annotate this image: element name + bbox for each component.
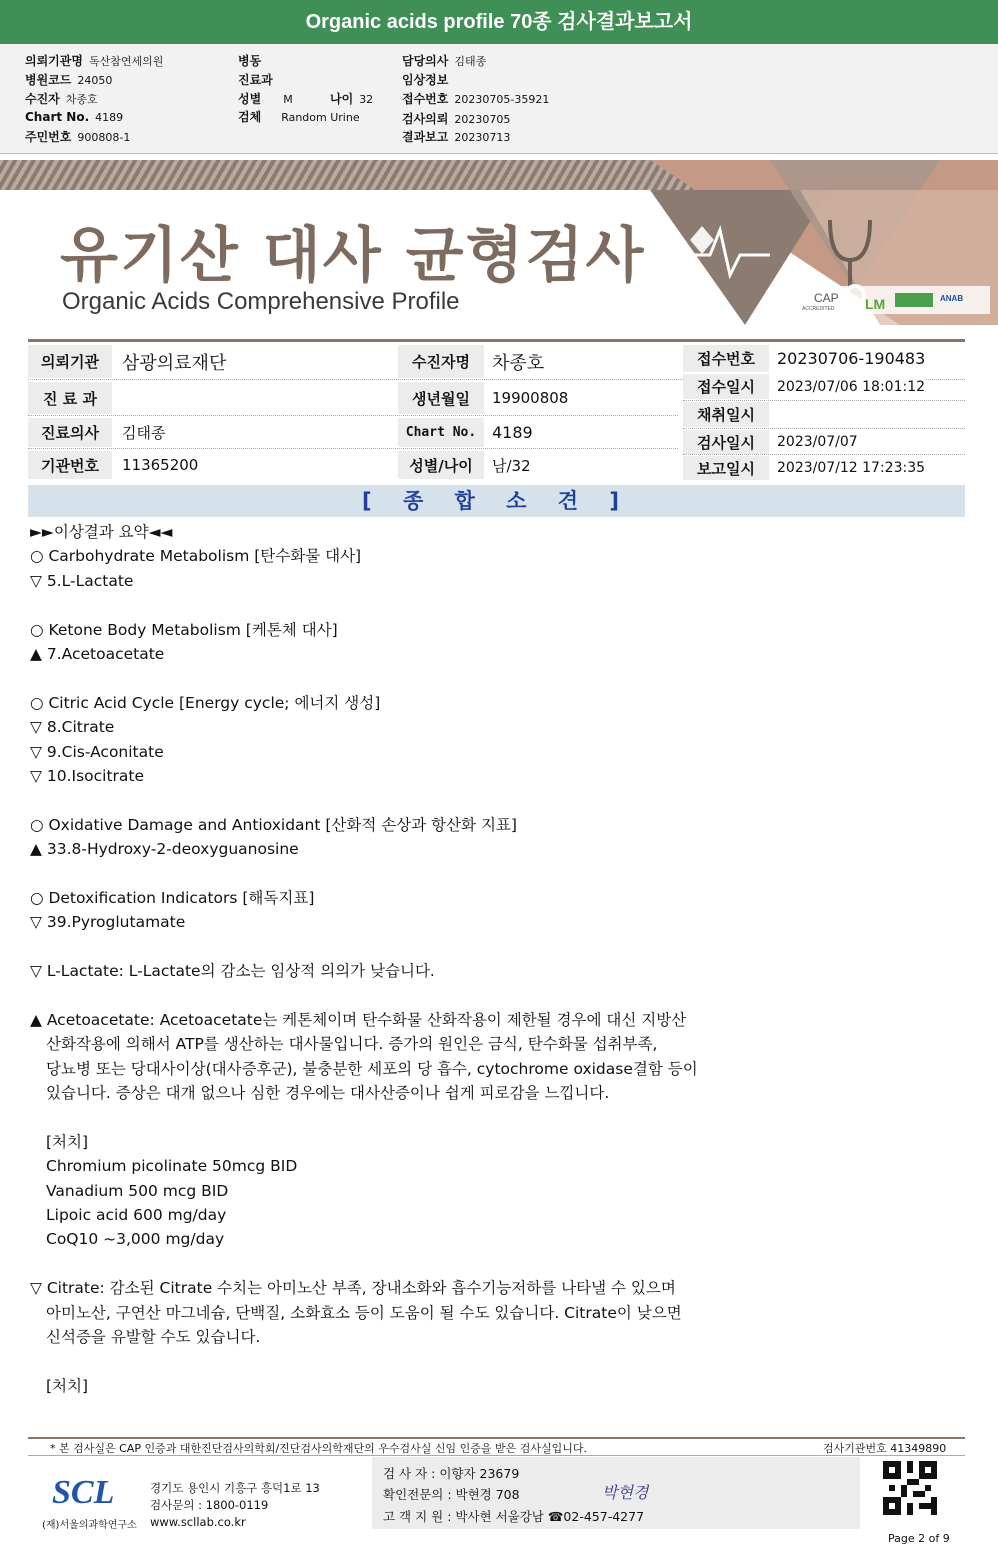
lab-code: 검사기관번호 41349890	[823, 1442, 947, 1455]
support: 고 객 지 원 : 박사현 서울강남 ☎02-457-4277	[383, 1509, 645, 1524]
sexage-value: 남/32	[484, 451, 531, 479]
lm-logo: LM	[865, 296, 886, 312]
opinion-line: ▽ 8.Citrate	[30, 718, 115, 737]
opinion-line	[30, 666, 930, 690]
website[interactable]: www.scllab.co.kr	[150, 1515, 246, 1529]
ssn-field: 주민번호 900808-1	[25, 130, 131, 144]
org-no-label: 기관번호	[28, 451, 112, 479]
doctor-field: 담당의사 김태종	[402, 54, 487, 68]
signature: 박현경	[602, 1483, 649, 1502]
test-date-value: 2023/07/07	[769, 430, 858, 454]
anab-logo: ANAB	[940, 294, 964, 303]
doctor-value: 김태종	[114, 418, 165, 447]
opinion-line: [처치]	[46, 1132, 89, 1151]
doctor-label: 진료의사	[28, 418, 112, 447]
certification-logo	[895, 293, 933, 307]
opinion-line: ►►이상결과 요약◄◄	[30, 523, 173, 541]
recv-date-value: 2023/07/06 18:01:12	[769, 374, 925, 399]
specimen-field: 검체 Random Urine	[238, 110, 360, 124]
report-title: Organic acids profile 70종 검사결과보고서	[0, 0, 998, 44]
age-field: 나이 32	[330, 92, 374, 106]
opinion-line: 신석증을 유발할 수도 있습니다.	[46, 1327, 261, 1346]
opinion-line	[30, 1349, 930, 1373]
sex-field: 성별 M	[238, 92, 293, 106]
opinion-line: Chromium picolinate 50mcg BID	[46, 1157, 298, 1176]
opinion-line: Vanadium 500 mcg BID	[46, 1181, 229, 1200]
chart-value: 4189	[484, 418, 533, 447]
recv-date-label: 접수일시	[683, 374, 769, 399]
req-org-value: 삼광의료재단	[114, 345, 226, 378]
opinion-line: ▲ 33.8-Hydroxy-2-deoxyguanosine	[30, 840, 299, 859]
opinion-line: ▽ 10.Isocitrate	[30, 766, 145, 785]
opinion-line	[30, 935, 930, 959]
confirmer: 확인전문의 : 박현경 708	[383, 1487, 520, 1502]
phone: 검사문의 : 1800-0119	[150, 1498, 269, 1512]
banner-decoration	[650, 160, 998, 325]
scl-logo: SCL	[52, 1474, 115, 1511]
opinion-line: ○ Ketone Body Metabolism [케톤체 대사]	[30, 620, 338, 639]
opinion-line: 산화작용에 의해서 ATP를 생산하는 대사물입니다. 증가의 원인은 금식, 탄수화물 섭취부족,	[46, 1035, 658, 1054]
request-field: 검사의뢰 20230705	[402, 112, 511, 126]
opinion-body	[30, 520, 930, 1398]
korean-title: 유기산 대사 균형검사	[60, 221, 646, 291]
patient-info-table	[28, 339, 965, 479]
hospital-field: 의뢰기관명 독산참연세의원	[25, 54, 164, 68]
opinion-heading: [ 종 합 소 견 ]	[28, 485, 965, 517]
opinion-line: ▲ Acetoacetate: Acetoacetate는 케톤체이며 탄수화물 산화작용이 제한될 경우에 대신 지방산	[30, 1010, 687, 1029]
opinion-line	[30, 1252, 930, 1276]
clinical-field: 임상정보	[402, 73, 449, 87]
dept-field: 진료과	[238, 73, 273, 87]
patient-value: 차종호	[484, 345, 544, 378]
chart-label: Chart No.	[398, 418, 484, 447]
recv-no-label: 접수번호	[683, 345, 769, 372]
collect-label: 채취일시	[683, 402, 769, 427]
patient-label: 수진자명	[398, 345, 484, 378]
qr-code	[883, 1460, 937, 1516]
opinion-line: Lipoic acid 600 mg/day	[46, 1205, 227, 1224]
chart-field: Chart No. 4189	[25, 110, 124, 124]
test-date-label: 검사일시	[683, 430, 769, 454]
opinion-line: 있습니다. 증상은 대개 없으나 심한 경우에는 대사산증이나 쉽게 피로감을 느낍니다.	[46, 1083, 610, 1102]
opinion-line: 당뇨병 또는 당대사이상(대사증후군), 불충분한 세포의 당 흡수, cytochrome oxidase결함 등이	[46, 1059, 698, 1078]
opinion-line	[30, 1105, 930, 1129]
birth-label: 생년월일	[398, 382, 484, 414]
opinion-line	[30, 983, 930, 1007]
opinion-line: 아미노산, 구연산 마그네슘, 단백질, 소화효소 등이 도움이 될 수도 있습니다. Citrate이 낮으면	[46, 1303, 682, 1322]
accreditation-note: * 본 검사실은 CAP 인증과 대한진단검사의학회/진단검사의학재단의 우수검사실 신임 인증을 받은 검사실입니다.	[50, 1442, 588, 1455]
svg-text:ACCREDITED: ACCREDITED	[802, 306, 835, 312]
opinion-line: ▲ 7.Acetoacetate	[30, 644, 165, 663]
report-date-label: 보고일시	[683, 456, 769, 480]
sexage-label: 성별/나이	[398, 451, 484, 479]
scl-name: (재)서울의과학연구소	[42, 1520, 137, 1531]
collect-value	[769, 402, 777, 427]
opinion-line: ○ Citric Acid Cycle [Energy cycle; 에너지 생성]	[30, 693, 381, 712]
opinion-line: ○ Oxidative Damage and Antioxidant [산화적 손상과 항산화 지표]	[30, 815, 517, 834]
opinion-line: [처치]	[46, 1376, 89, 1395]
opinion-line	[30, 861, 930, 885]
opinion-line: ▽ L-Lactate: L-Lactate의 감소는 임상적 의의가 낮습니다.	[30, 962, 435, 981]
footer-divider	[28, 1437, 965, 1439]
recv-field: 접수번호 20230705-35921	[402, 92, 550, 106]
opinion-line: ▽ Citrate: 감소된 Citrate 수치는 아미노산 부족, 장내소화와 흡수기능저하를 나타낼 수 있으며	[30, 1279, 676, 1298]
birth-value: 19900808	[484, 382, 568, 414]
opinion-line: CoQ10 ~3,000 mg/day	[46, 1230, 225, 1249]
tester: 검 사 자 : 이향자 23679	[383, 1466, 520, 1481]
opinion-line	[30, 788, 930, 812]
address: 경기도 용인시 기흥구 흥덕1로 13	[150, 1481, 320, 1495]
report-date-field: 결과보고 20230713	[402, 130, 511, 144]
opinion-line: ▽ 9.Cis-Aconitate	[30, 742, 164, 761]
top-info-panel	[0, 44, 998, 154]
opinion-line: ○ Carbohydrate Metabolism [탄수화물 대사]	[30, 547, 362, 566]
patient-field: 수진자 차종호	[25, 92, 98, 106]
report-date-value: 2023/07/12 17:23:35	[769, 456, 925, 480]
dept-value	[114, 382, 122, 414]
recv-no-value: 20230706-190483	[769, 345, 925, 372]
cap-logo: CAP	[814, 291, 839, 305]
page-number: Page 2 of 9	[888, 1532, 950, 1545]
req-org-label: 의뢰기관	[28, 345, 112, 378]
hospital-code-field: 병원코드 24050	[25, 73, 113, 87]
ward-field: 병동	[238, 54, 262, 68]
opinion-line	[30, 593, 930, 617]
org-no-value: 11365200	[114, 451, 198, 479]
opinion-line: ▽ 5.L-Lactate	[30, 571, 134, 590]
opinion-line: ○ Detoxification Indicators [해독지표]	[30, 888, 315, 907]
opinion-line: ▽ 39.Pyroglutamate	[30, 913, 186, 932]
english-title: Organic Acids Comprehensive Profile	[62, 288, 460, 315]
dept-label: 진 료 과	[28, 382, 112, 414]
